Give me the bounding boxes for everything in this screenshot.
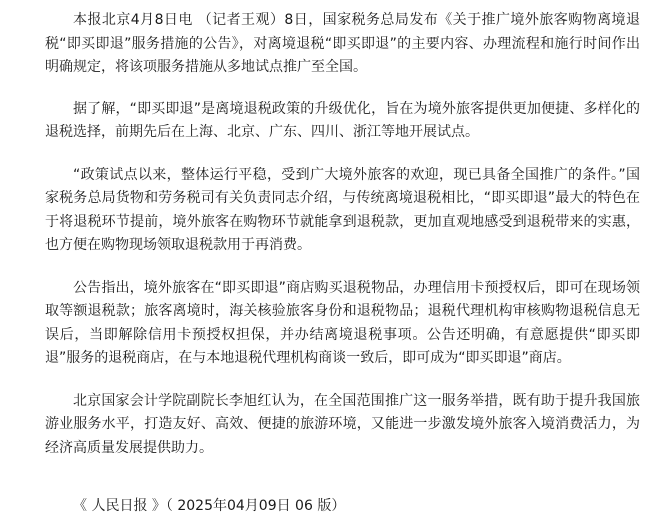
source-line: 《 人民日报 》（ 2025年04月09日 06 版）	[73, 498, 346, 514]
paragraph-2: 据了解，“即买即退”是离境退税政策的升级优化，旨在为境外旅客提供更加便捷、多样化的退税选择，前期先后在上海、北京、广东、四川、浙江等地开展试点。	[45, 100, 640, 140]
paragraph-5: 北京国家会计学院副院长李旭红认为，在全国范围推广这一服务举措，既有助于提升我国旅游业服务水平，打造友好、高效、便捷的旅游环境，又能进一步激发境外旅客入境消费活力，为经济高质量发展提供助力。	[45, 392, 640, 456]
article-body	[45, 9, 640, 460]
paragraph-4: 公告指出，境外旅客在“即买即退”商店购买退税物品，办理信用卡预授权后，即可在现场领取等额退税款；旅客离境时，海关核验旅客身份和退税物品；退税代理机构审核购物退税信息无误后，当即解除信用卡预授权担保，并办结离境退税事项。公告还明确，有意愿提供“即买即退”服务的退税商店，在与本地退税代理机构商谈一致后，即可成为“即买即退”商店。	[45, 279, 640, 366]
paragraph-3: “政策试点以来，整体运行平稳，受到广大境外旅客的欢迎，现已具备全国推广的条件。”国家税务总局货物和劳务税司有关负责同志介绍，与传统离境退税相比，“即买即退”最大的特色在于将退税环节提前，境外旅客在购物环节就能拿到退税款，更加直观地感受到退税带来的实惠，也方便在购物现场领取退税款用于再消费。	[45, 166, 640, 253]
paragraph-1: 本报北京4月8日电 （记者王观）8日，国家税务总局发布《关于推广境外旅客购物离境退税“即买即退”服务措施的公告》，对离境退税“即买即退”的主要内容、办理流程和施行时间作出明确规定，将该项服务措施从多地试点推广至全国。	[45, 12, 640, 75]
